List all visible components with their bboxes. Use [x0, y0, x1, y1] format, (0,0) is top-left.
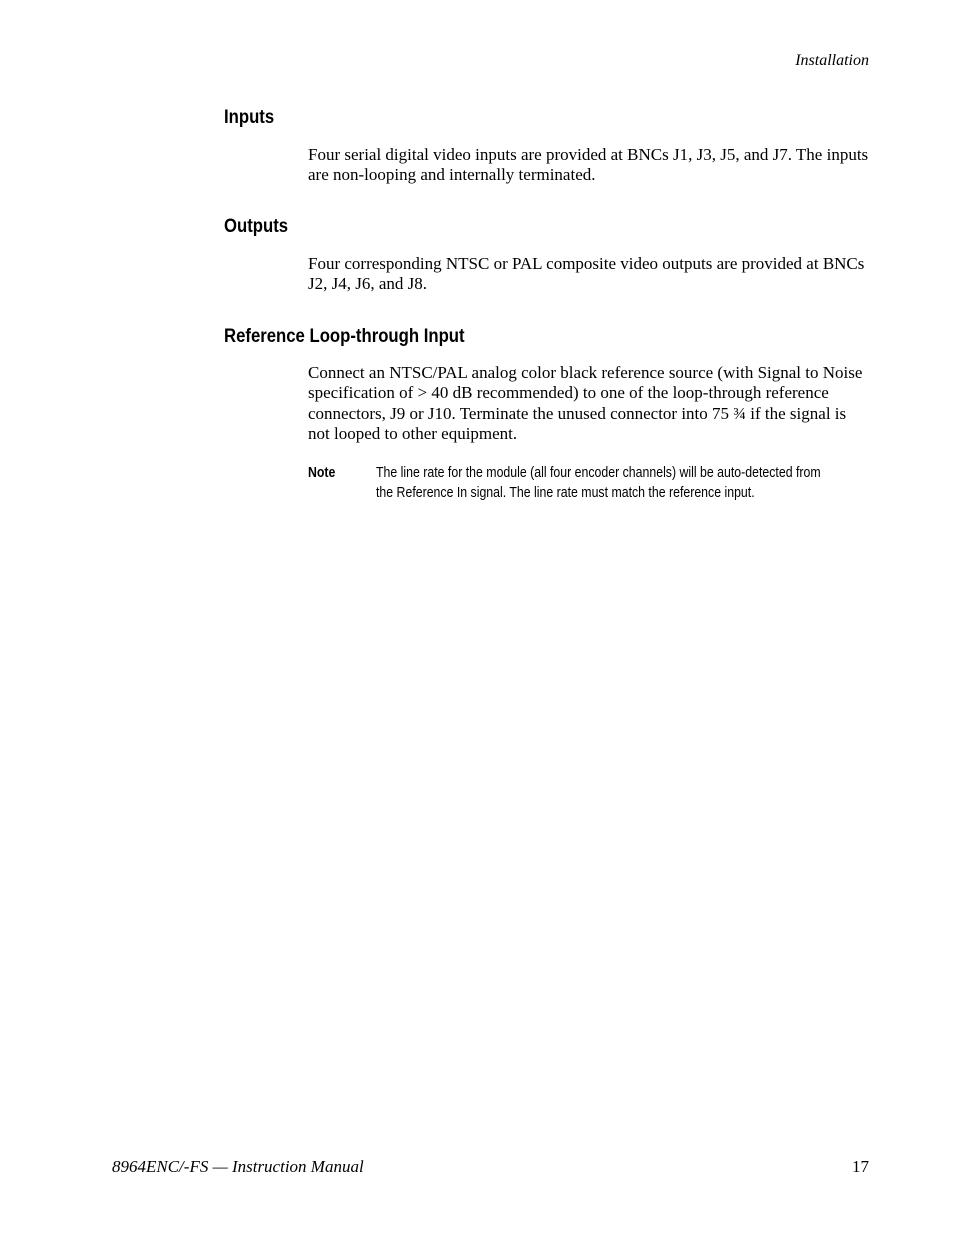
section-heading-outputs: Outputs	[224, 216, 289, 237]
note-text: The line rate for the module (all four encoder channels) will be auto-detected from the Reference In signal. The line rate must match the reference input.	[376, 465, 821, 501]
footer-manual-title: 8964ENC/-FS — Instruction Manual	[112, 1157, 364, 1176]
section-heading-inputs: Inputs	[224, 107, 275, 128]
section-body-inputs: Four serial digital video inputs are provided at BNCs J1, J3, J5, and J7. The inputs are non-looping and internally terminated.	[308, 145, 869, 185]
note-label: Note	[308, 465, 336, 481]
section-body-outputs: Four corresponding NTSC or PAL composite video outputs are provided at BNCs J2, J4, J6, and J8.	[308, 254, 865, 294]
running-header: Installation	[795, 52, 869, 69]
footer-page-number: 17	[852, 1157, 869, 1176]
section-heading-reference: Reference Loop-through Input	[224, 326, 465, 347]
section-body-reference: Connect an NTSC/PAL analog color black reference source (with Signal to Noise specification of > 40 dB recommended) to one of the loop-through reference connectors, J9 or J10. Terminate the unused connector into 75 ¾ if the signal is not looped to other equipment.	[308, 363, 863, 443]
